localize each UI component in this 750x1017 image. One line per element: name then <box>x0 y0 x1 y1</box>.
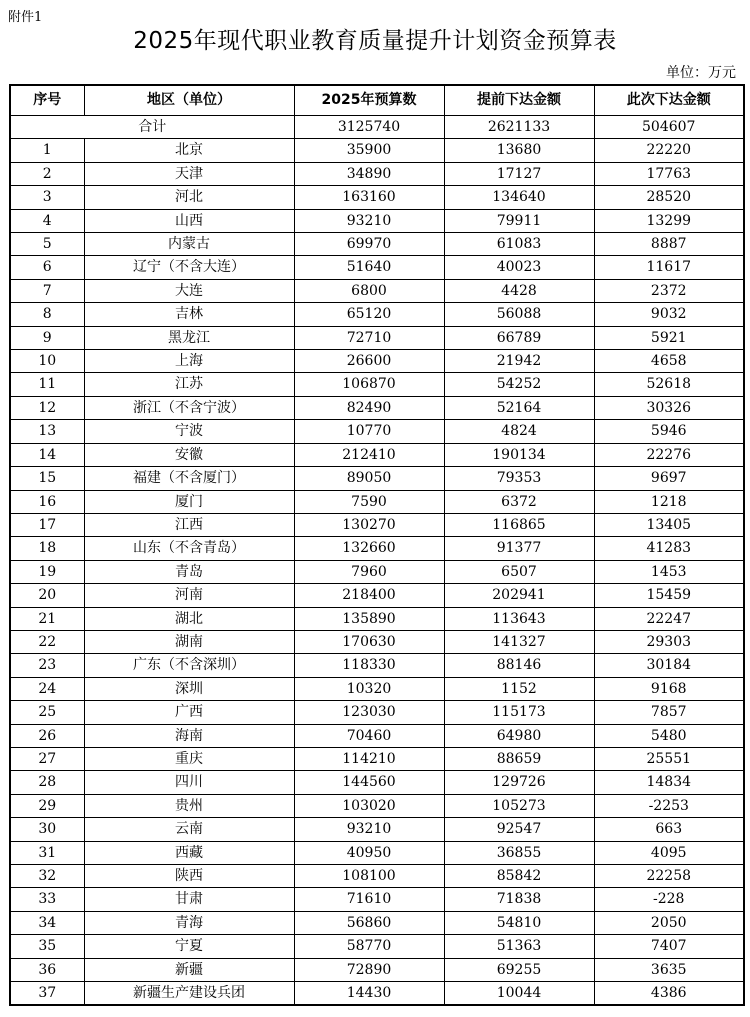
row-advance: 69255 <box>444 958 594 981</box>
row-advance: 1152 <box>444 677 594 700</box>
row-advance: 79353 <box>444 467 594 490</box>
row-index: 1 <box>10 139 84 162</box>
row-index: 2 <box>10 162 84 185</box>
row-budget: 218400 <box>294 584 444 607</box>
row-advance: 202941 <box>444 584 594 607</box>
row-region: 陕西 <box>84 865 294 888</box>
row-advance: 190134 <box>444 443 594 466</box>
row-region: 江苏 <box>84 373 294 396</box>
row-current: -2253 <box>594 794 744 817</box>
table-row <box>10 630 744 653</box>
table-row <box>10 162 744 185</box>
table-row <box>10 607 744 630</box>
table-row <box>10 373 744 396</box>
row-index: 17 <box>10 513 84 536</box>
row-region: 吉林 <box>84 303 294 326</box>
row-budget: 10320 <box>294 677 444 700</box>
row-index: 29 <box>10 794 84 817</box>
row-index: 21 <box>10 607 84 630</box>
row-index: 26 <box>10 724 84 747</box>
row-index: 14 <box>10 443 84 466</box>
row-index: 31 <box>10 841 84 864</box>
table-row <box>10 467 744 490</box>
row-advance: 88146 <box>444 654 594 677</box>
row-advance: 56088 <box>444 303 594 326</box>
header-row <box>10 85 744 116</box>
row-current: 4386 <box>594 982 744 1006</box>
row-current: 5480 <box>594 724 744 747</box>
row-region: 浙江（不含宁波） <box>84 396 294 419</box>
row-advance: 71838 <box>444 888 594 911</box>
row-current: 22247 <box>594 607 744 630</box>
row-region: 大连 <box>84 279 294 302</box>
row-region: 深圳 <box>84 677 294 700</box>
total-label: 合计 <box>10 116 294 139</box>
row-current: 5946 <box>594 420 744 443</box>
table-row <box>10 279 744 302</box>
row-region: 云南 <box>84 818 294 841</box>
row-advance: 54252 <box>444 373 594 396</box>
row-region: 海南 <box>84 724 294 747</box>
row-index: 33 <box>10 888 84 911</box>
row-current: 2050 <box>594 911 744 934</box>
row-index: 34 <box>10 911 84 934</box>
row-budget: 72890 <box>294 958 444 981</box>
header-current: 此次下达金额 <box>594 85 744 116</box>
row-region: 贵州 <box>84 794 294 817</box>
row-budget: 123030 <box>294 701 444 724</box>
row-advance: 4428 <box>444 279 594 302</box>
table-row <box>10 841 744 864</box>
total-current: 504607 <box>594 116 744 139</box>
row-budget: 108100 <box>294 865 444 888</box>
row-budget: 144560 <box>294 771 444 794</box>
row-region: 厦门 <box>84 490 294 513</box>
table-row <box>10 818 744 841</box>
row-advance: 79911 <box>444 209 594 232</box>
row-region: 辽宁（不含大连） <box>84 256 294 279</box>
row-budget: 114210 <box>294 747 444 770</box>
row-index: 35 <box>10 935 84 958</box>
table-row <box>10 443 744 466</box>
table-row <box>10 186 744 209</box>
row-budget: 72710 <box>294 326 444 349</box>
row-current: 41283 <box>594 537 744 560</box>
row-advance: 51363 <box>444 935 594 958</box>
table-row <box>10 747 744 770</box>
row-index: 27 <box>10 747 84 770</box>
row-advance: 85842 <box>444 865 594 888</box>
row-index: 7 <box>10 279 84 302</box>
row-current: 9168 <box>594 677 744 700</box>
row-current: 9032 <box>594 303 744 326</box>
row-budget: 6800 <box>294 279 444 302</box>
row-index: 19 <box>10 560 84 583</box>
row-budget: 7960 <box>294 560 444 583</box>
row-current: 30326 <box>594 396 744 419</box>
row-budget: 135890 <box>294 607 444 630</box>
total-row <box>10 116 744 139</box>
row-current: 29303 <box>594 630 744 653</box>
row-index: 9 <box>10 326 84 349</box>
table-row <box>10 794 744 817</box>
row-current: -228 <box>594 888 744 911</box>
row-current: 17763 <box>594 162 744 185</box>
row-budget: 212410 <box>294 443 444 466</box>
row-budget: 35900 <box>294 139 444 162</box>
row-advance: 113643 <box>444 607 594 630</box>
row-region: 重庆 <box>84 747 294 770</box>
row-region: 宁夏 <box>84 935 294 958</box>
table-row <box>10 537 744 560</box>
row-advance: 134640 <box>444 186 594 209</box>
row-advance: 105273 <box>444 794 594 817</box>
table-row <box>10 209 744 232</box>
row-current: 15459 <box>594 584 744 607</box>
row-current: 1453 <box>594 560 744 583</box>
header-region: 地区（单位） <box>84 85 294 116</box>
row-advance: 13680 <box>444 139 594 162</box>
row-index: 10 <box>10 350 84 373</box>
row-current: 11617 <box>594 256 744 279</box>
table-row <box>10 771 744 794</box>
row-index: 22 <box>10 630 84 653</box>
header-budget: 2025年预算数 <box>294 85 444 116</box>
row-index: 11 <box>10 373 84 396</box>
row-current: 4658 <box>594 350 744 373</box>
row-region: 福建（不含厦门） <box>84 467 294 490</box>
row-budget: 58770 <box>294 935 444 958</box>
row-advance: 17127 <box>444 162 594 185</box>
row-budget: 14430 <box>294 982 444 1006</box>
table-row <box>10 654 744 677</box>
row-index: 13 <box>10 420 84 443</box>
row-advance: 115173 <box>444 701 594 724</box>
header-advance: 提前下达金额 <box>444 85 594 116</box>
row-current: 4095 <box>594 841 744 864</box>
row-advance: 40023 <box>444 256 594 279</box>
row-advance: 129726 <box>444 771 594 794</box>
row-region: 山东（不含青岛） <box>84 537 294 560</box>
row-advance: 10044 <box>444 982 594 1006</box>
row-region: 江西 <box>84 513 294 536</box>
total-budget: 3125740 <box>294 116 444 139</box>
row-current: 25551 <box>594 747 744 770</box>
row-advance: 21942 <box>444 350 594 373</box>
row-budget: 82490 <box>294 396 444 419</box>
row-region: 上海 <box>84 350 294 373</box>
table-row <box>10 911 744 934</box>
row-budget: 89050 <box>294 467 444 490</box>
row-current: 3635 <box>594 958 744 981</box>
row-region: 西藏 <box>84 841 294 864</box>
row-current: 2372 <box>594 279 744 302</box>
row-budget: 7590 <box>294 490 444 513</box>
row-advance: 54810 <box>444 911 594 934</box>
table-row <box>10 256 744 279</box>
row-region: 甘肃 <box>84 888 294 911</box>
table-row <box>10 724 744 747</box>
row-current: 13405 <box>594 513 744 536</box>
table-row <box>10 958 744 981</box>
table-row <box>10 584 744 607</box>
table-row <box>10 865 744 888</box>
row-index: 12 <box>10 396 84 419</box>
row-current: 52618 <box>594 373 744 396</box>
row-index: 23 <box>10 654 84 677</box>
row-current: 5921 <box>594 326 744 349</box>
row-region: 河南 <box>84 584 294 607</box>
row-current: 8887 <box>594 233 744 256</box>
row-budget: 34890 <box>294 162 444 185</box>
row-advance: 92547 <box>444 818 594 841</box>
row-advance: 88659 <box>444 747 594 770</box>
row-region: 青岛 <box>84 560 294 583</box>
row-advance: 6507 <box>444 560 594 583</box>
row-budget: 51640 <box>294 256 444 279</box>
table-row <box>10 326 744 349</box>
row-index: 30 <box>10 818 84 841</box>
table-row <box>10 560 744 583</box>
table-row <box>10 677 744 700</box>
row-advance: 66789 <box>444 326 594 349</box>
row-current: 9697 <box>594 467 744 490</box>
row-index: 36 <box>10 958 84 981</box>
table-row <box>10 420 744 443</box>
row-advance: 52164 <box>444 396 594 419</box>
row-advance: 6372 <box>444 490 594 513</box>
row-index: 6 <box>10 256 84 279</box>
row-budget: 163160 <box>294 186 444 209</box>
row-index: 24 <box>10 677 84 700</box>
row-region: 河北 <box>84 186 294 209</box>
total-advance: 2621133 <box>444 116 594 139</box>
budget-table <box>9 84 745 1006</box>
row-budget: 106870 <box>294 373 444 396</box>
table-row <box>10 350 744 373</box>
row-region: 新疆生产建设兵团 <box>84 982 294 1006</box>
row-budget: 93210 <box>294 209 444 232</box>
row-current: 7857 <box>594 701 744 724</box>
row-index: 20 <box>10 584 84 607</box>
row-region: 湖南 <box>84 630 294 653</box>
row-region: 广西 <box>84 701 294 724</box>
row-budget: 56860 <box>294 911 444 934</box>
row-region: 宁波 <box>84 420 294 443</box>
row-current: 14834 <box>594 771 744 794</box>
row-current: 1218 <box>594 490 744 513</box>
row-advance: 61083 <box>444 233 594 256</box>
row-region: 天津 <box>84 162 294 185</box>
row-index: 3 <box>10 186 84 209</box>
row-region: 广东（不含深圳） <box>84 654 294 677</box>
row-region: 湖北 <box>84 607 294 630</box>
table-row <box>10 701 744 724</box>
row-current: 28520 <box>594 186 744 209</box>
row-region: 内蒙古 <box>84 233 294 256</box>
row-region: 新疆 <box>84 958 294 981</box>
row-advance: 116865 <box>444 513 594 536</box>
row-index: 37 <box>10 982 84 1006</box>
row-index: 28 <box>10 771 84 794</box>
row-current: 663 <box>594 818 744 841</box>
row-budget: 170630 <box>294 630 444 653</box>
row-current: 22276 <box>594 443 744 466</box>
row-budget: 93210 <box>294 818 444 841</box>
table-row <box>10 139 744 162</box>
row-index: 16 <box>10 490 84 513</box>
row-budget: 71610 <box>294 888 444 911</box>
table-row <box>10 513 744 536</box>
table-row <box>10 888 744 911</box>
row-region: 四川 <box>84 771 294 794</box>
row-current: 13299 <box>594 209 744 232</box>
table-row <box>10 982 744 1006</box>
table-row <box>10 935 744 958</box>
row-budget: 130270 <box>294 513 444 536</box>
row-current: 22258 <box>594 865 744 888</box>
row-region: 山西 <box>84 209 294 232</box>
row-index: 5 <box>10 233 84 256</box>
header-index: 序号 <box>10 85 84 116</box>
row-advance: 36855 <box>444 841 594 864</box>
row-budget: 26600 <box>294 350 444 373</box>
row-current: 30184 <box>594 654 744 677</box>
row-region: 北京 <box>84 139 294 162</box>
document-title: 2025年现代职业教育质量提升计划资金预算表 <box>133 28 617 54</box>
row-region: 安徽 <box>84 443 294 466</box>
row-budget: 69970 <box>294 233 444 256</box>
row-index: 15 <box>10 467 84 490</box>
row-index: 4 <box>10 209 84 232</box>
attachment-label: 附件1 <box>8 10 43 25</box>
row-advance: 91377 <box>444 537 594 560</box>
row-region: 黑龙江 <box>84 326 294 349</box>
row-budget: 65120 <box>294 303 444 326</box>
row-index: 32 <box>10 865 84 888</box>
table-row <box>10 233 744 256</box>
row-advance: 64980 <box>444 724 594 747</box>
row-budget: 40950 <box>294 841 444 864</box>
row-budget: 103020 <box>294 794 444 817</box>
row-budget: 132660 <box>294 537 444 560</box>
row-advance: 141327 <box>444 630 594 653</box>
row-budget: 118330 <box>294 654 444 677</box>
row-budget: 70460 <box>294 724 444 747</box>
row-current: 7407 <box>594 935 744 958</box>
row-region: 青海 <box>84 911 294 934</box>
table-row <box>10 490 744 513</box>
unit-label: 单位：万元 <box>666 65 736 81</box>
table-row <box>10 396 744 419</box>
row-budget: 10770 <box>294 420 444 443</box>
row-index: 8 <box>10 303 84 326</box>
table-row <box>10 303 744 326</box>
row-current: 22220 <box>594 139 744 162</box>
row-advance: 4824 <box>444 420 594 443</box>
row-index: 18 <box>10 537 84 560</box>
row-index: 25 <box>10 701 84 724</box>
